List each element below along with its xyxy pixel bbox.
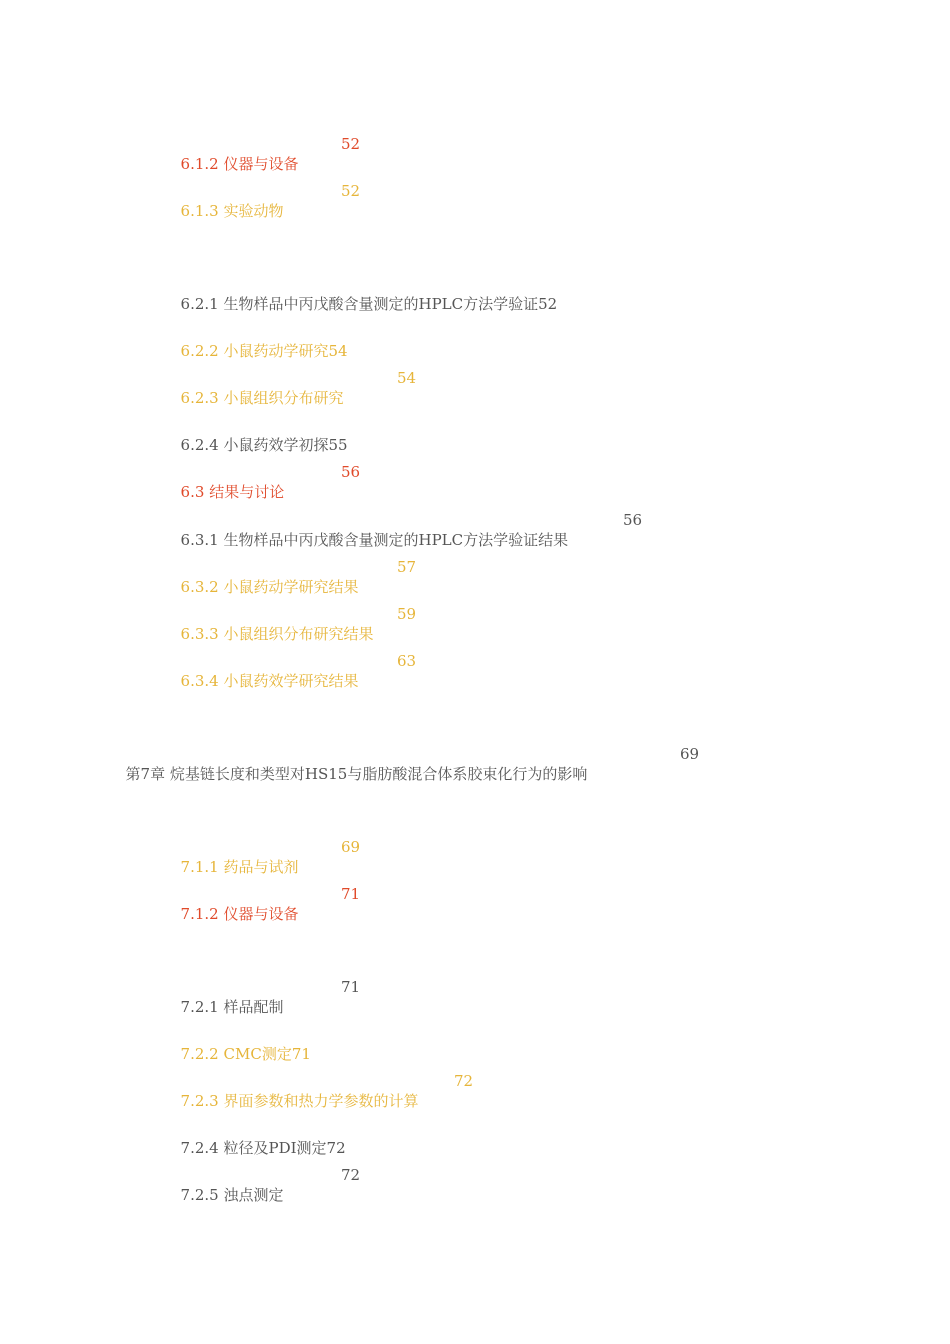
page-number: 55	[328, 436, 348, 454]
toc-entry-6-1-3[interactable]	[171, 181, 361, 221]
toc-entry-7-1-2[interactable]	[171, 884, 361, 924]
section-number: 6.3.3	[180, 625, 219, 643]
page-number: 56	[341, 463, 361, 481]
page-number: 71	[341, 978, 361, 996]
page-number: 52	[341, 135, 361, 153]
section-title: 小鼠药效学研究结果	[223, 672, 359, 690]
toc-entry-7-2-2[interactable]	[171, 1024, 311, 1064]
section-number: 6.1.3	[180, 202, 219, 220]
section-number: 7.1.2	[180, 905, 219, 923]
section-number: 7.2.4	[180, 1139, 219, 1157]
section-number: 7.1.1	[180, 858, 219, 876]
section-title: 样品配制	[223, 998, 284, 1016]
toc-entry-6-3-2[interactable]	[171, 557, 417, 597]
toc-entry-7-2-5[interactable]	[171, 1165, 361, 1205]
section-title: 小鼠药效学初探	[223, 436, 329, 454]
section-number: 7.2.5	[180, 1186, 219, 1204]
chapter-title: 烷基链长度和类型对HS15与脂肪酸混合体系胶束化行为的影响	[169, 765, 588, 783]
section-title: 仪器与设备	[223, 905, 299, 923]
page-number: 69	[341, 838, 361, 856]
section-number: 6.3.2	[180, 578, 219, 596]
toc-entry-6-1-2[interactable]	[171, 134, 361, 174]
page-number: 54	[397, 369, 417, 387]
section-title: 小鼠组织分布研究	[223, 389, 344, 407]
chapter-number: 第7章	[125, 765, 166, 783]
page-number: 72	[341, 1166, 361, 1184]
page-number: 54	[328, 342, 348, 360]
toc-entry-6-3-1[interactable]	[171, 510, 643, 550]
section-title: 小鼠组织分布研究结果	[223, 625, 374, 643]
toc-entry-6-2-1[interactable]	[171, 274, 557, 314]
page-number: 57	[397, 558, 417, 576]
section-number: 6.3.1	[180, 531, 219, 549]
page-number: 72	[454, 1072, 474, 1090]
section-title: 粒径及PDI测定	[223, 1139, 327, 1157]
section-number: 6.3	[180, 483, 205, 501]
toc-entry-6-2-3[interactable]	[171, 368, 417, 408]
section-title: 仪器与设备	[223, 155, 299, 173]
toc-entry-chapter-7[interactable]	[116, 744, 700, 784]
section-number: 6.2.1	[180, 295, 219, 313]
section-number: 7.2.1	[180, 998, 219, 1016]
section-number: 6.2.3	[180, 389, 219, 407]
page-number: 69	[680, 745, 700, 763]
toc-entry-7-2-4[interactable]	[171, 1118, 346, 1158]
toc-entry-7-2-3[interactable]	[171, 1071, 474, 1111]
page-number: 63	[397, 652, 417, 670]
section-number: 7.2.2	[180, 1045, 219, 1063]
page-number: 71	[341, 885, 361, 903]
toc-entry-6-2-2[interactable]	[171, 321, 348, 361]
page-number: 56	[623, 511, 643, 529]
section-title: 药品与试剂	[223, 858, 299, 876]
toc-entry-6-2-4[interactable]	[171, 415, 348, 455]
section-number: 6.2.4	[180, 436, 219, 454]
toc-entry-6-3-3[interactable]	[171, 604, 417, 644]
page-number: 59	[397, 605, 417, 623]
section-number: 6.2.2	[180, 342, 219, 360]
page-number: 52	[538, 295, 558, 313]
section-title: 界面参数和热力学参数的计算	[223, 1092, 419, 1110]
section-title: 实验动物	[223, 202, 284, 220]
section-number: 6.3.4	[180, 672, 219, 690]
toc-entry-7-1-1[interactable]	[171, 837, 361, 877]
section-title: 生物样品中丙戊酸含量测定的HPLC方法学验证结果	[223, 531, 569, 549]
section-number: 6.1.2	[180, 155, 219, 173]
page-number: 52	[341, 182, 361, 200]
section-title: 小鼠药动学研究	[223, 342, 329, 360]
section-title: CMC测定	[223, 1045, 292, 1063]
toc-entry-6-3-4[interactable]	[171, 651, 417, 691]
toc-entry-7-2-1[interactable]	[171, 977, 361, 1017]
page-number: 71	[291, 1045, 311, 1063]
toc-entry-6-3[interactable]	[171, 462, 361, 502]
section-number: 7.2.3	[180, 1092, 219, 1110]
page-number: 72	[326, 1139, 346, 1157]
section-title: 小鼠药动学研究结果	[223, 578, 359, 596]
section-title: 结果与讨论	[209, 483, 285, 501]
section-title: 浊点测定	[223, 1186, 284, 1204]
section-title: 生物样品中丙戊酸含量测定的HPLC方法学验证	[223, 295, 539, 313]
